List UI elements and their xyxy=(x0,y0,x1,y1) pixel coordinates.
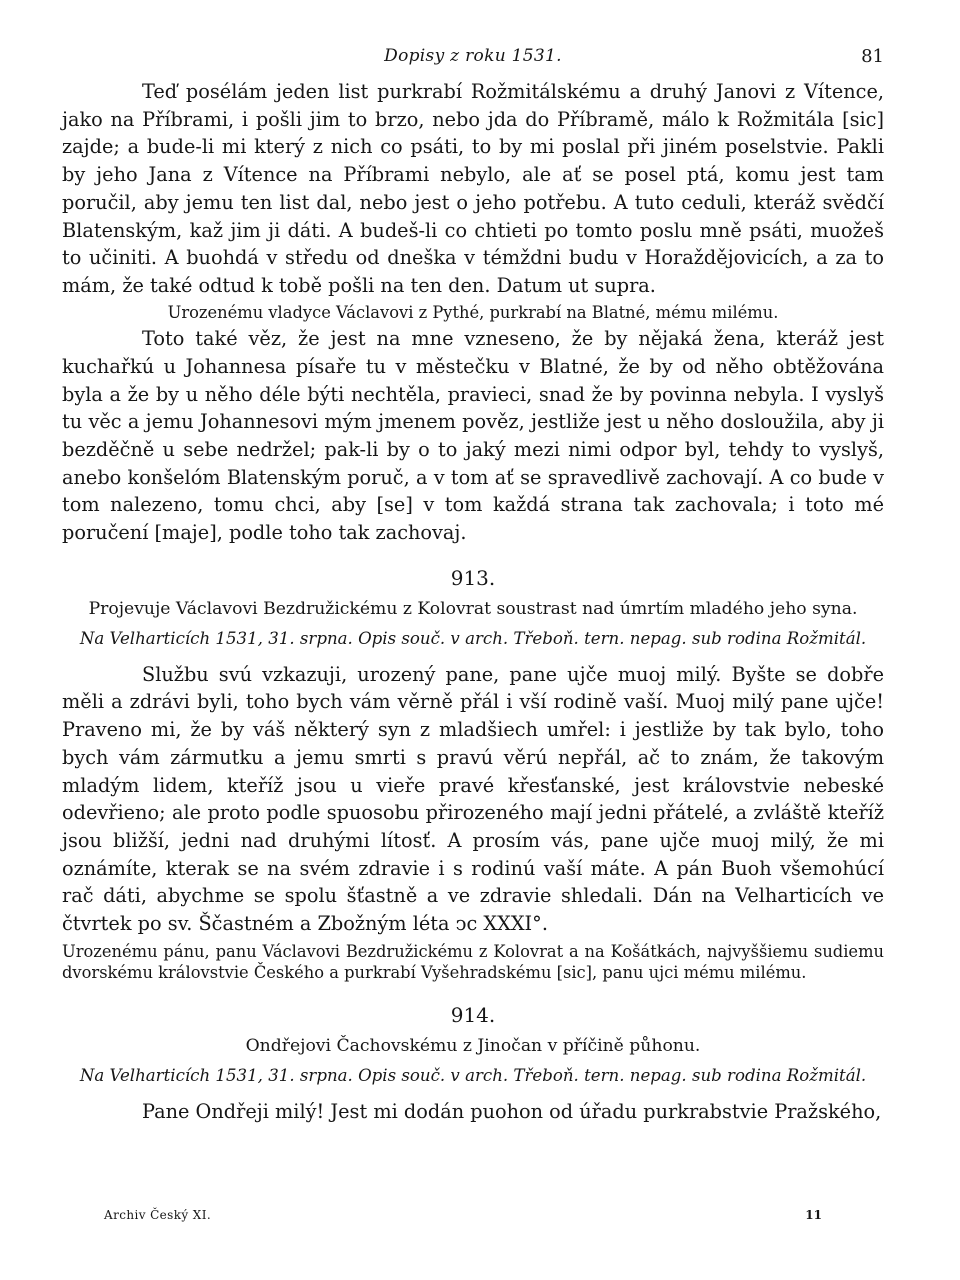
page-header xyxy=(62,44,884,78)
document-page xyxy=(62,44,884,1125)
document-source: Na Velharticích 1531, 31. srpna. Opis souč. v arch. Třeboň. tern. nepag. sub rodina Rožmitál. xyxy=(79,628,867,648)
letter-postscript: Toto také věz, že jest na mne vzneseno, že by nějaká žena, kteráž jest kuchařkú u Johannesa písaře tu v městečku v Blatné, že by od něho obtěžována byla a že by u něho déle býti nechtěla, pravieci, snad že by povinna nebyla. I vyslyš tu věc a jemu Johannesovi mým jmenem pověz, jestliže jest u něho dosloužila, aby ji bezděčně u sebe nedržel; pak-li by o to jaký mezi nimi odpor byl, tehdy to vyslyš, anebo konšelóm Blatenským poruč, a v tom ať se spravedlivě zachovají. A co bude v tom nalezeno, tomu chci, aby [se] v tom každá strana tak zachovala; i toto mé poručení [maje], podle toho tak zachovaj. xyxy=(62,327,884,545)
running-title: Dopisy z roku 1531. xyxy=(384,46,562,66)
document-regest: Ondřejovi Čachovskému z Jinočan v příčině půhonu. xyxy=(245,1035,701,1056)
document-body: Službu svú vzkazuji, urozený pane, pane ujče muoj milý. Byšte se dobře měli a zdrávi byli, toho bych vám věrně přál i vší rodině vaší. Muoj milý pane ujče! Praveno mi, že by váš některý syn z mladšiech umřel: i jestliže by tak bylo, toho bych vám zármutku a jemu smrti s pravú věrú nepřál, ač to znám, že takovým mladým lidem, kteříž jsou u vieře pravé křesťanské, jest královstvie nebeské odevřieno; ale proto podle spuosobu přirozeného mají jedni přátelé, a zvláště kteříž jsou bližší, jedni nad druhými lítosť. A prosím vás, pane ujče muoj milý, že mi oznámíte, kterak se na svém zdravie i s rodinú vaší máte. A pán Buoh všemohúcí rač dáti, abychme se spolu šťastně a ve zdravie shledali. Dán na Velharticích ve čtvrtek po sv. Ščastném a Zbožným léta ↄc XXXI°. xyxy=(62,662,884,936)
letter-paragraph: Teď posélám jeden list purkrabí Rožmitálskému a druhý Janovi z Vítence, jako na Příbrami, i pošli jim to brzo, nebo jda do Příbramě, málo k Rožmitála [sic] zajde; a bude-li mi který z nich co psáti, to by mi poslal při jiném poselstvie. Pakli by jeho Jana z Vítence na Příbrami nebylo, ale ať se posel ptá, komu jest tam poručil, aby jemu ten list dal, nebo jest o jeho potřebu. A tuto ceduli, kteráž svědčí Blatenským, kaž jim ji dáti. A budeš-li co chtieti po tomto poslu mně psáti, muožeš to učiniti. A buohdá v středu od dneška v témždni budu v Horaždějovicích, a za to mám, že také odtud k tobě pošli na ten den. Datum ut supra. xyxy=(62,80,884,297)
letter-continuation xyxy=(62,78,884,547)
footer-signature: Archiv Český XI. xyxy=(104,1208,212,1222)
document-regest: Projevuje Václavovi Bezdružickému z Kolovrat soustrast nad úmrtím mladého jeho syna. xyxy=(88,598,858,619)
page-footer xyxy=(104,1208,822,1222)
document-913 xyxy=(62,565,884,984)
document-number: 913. xyxy=(450,565,496,590)
document-number: 914. xyxy=(450,1002,496,1027)
page-number: 81 xyxy=(861,46,884,67)
document-source: Na Velharticích 1531, 31. srpna. Opis souč. v arch. Třeboň. tern. nepag. sub rodina Rožmitál. xyxy=(79,1065,867,1085)
letter-address: Urozenému vladyce Václavovi z Pythé, purkrabí na Blatné, mému milému. xyxy=(167,302,779,322)
document-body: Pane Ondřeji milý! Jest mi dodán puohon od úřadu purkrabstvie Pražského, xyxy=(142,1099,882,1123)
footer-sheet-number: 11 xyxy=(805,1208,822,1222)
document-address: Urozenému pánu, panu Václavovi Bezdružickému z Kolovrat a na Košátkách, najvyššiemu sudiemu dvorskému královstvie Českého a purkrabí Vyšehradskému [sic], panu ujci mému milému. xyxy=(62,941,884,983)
document-914 xyxy=(62,1002,884,1126)
